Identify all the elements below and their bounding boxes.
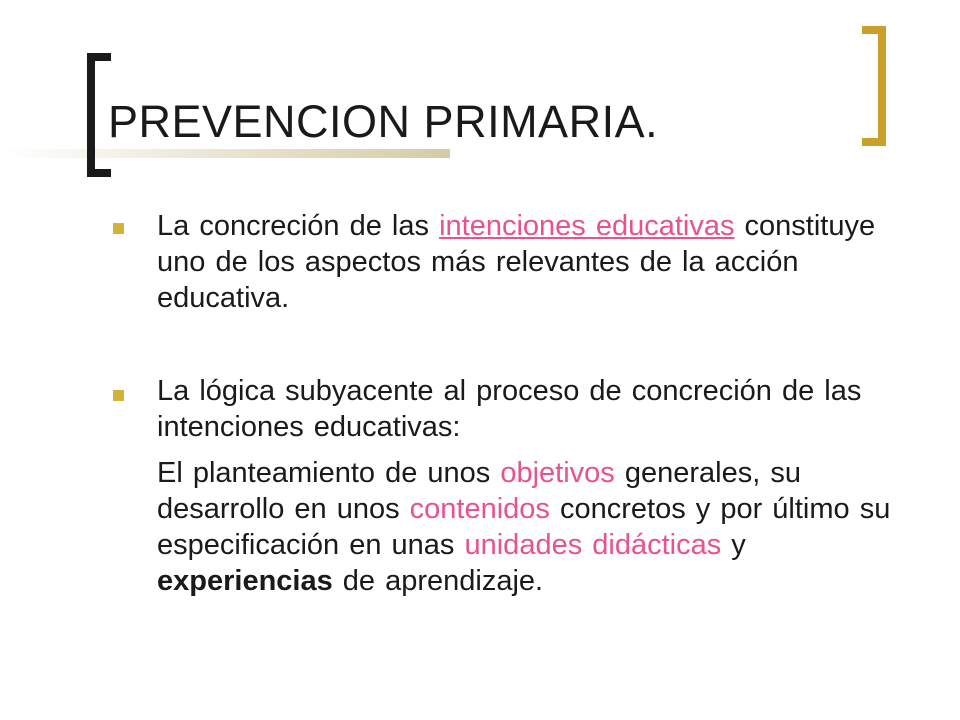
bullet-2: La lógica subyacente al proceso de concreción de las intenciones educativas: [157,375,862,443]
left-bracket-top [87,53,111,61]
slide-title: PREVENCION PRIMARIA. [108,96,659,147]
bullet-2-continuation [157,455,897,599]
left-bracket-bottom [87,169,111,177]
bold-experiencias: experiencias [157,565,333,597]
right-bracket-bottom [862,138,886,146]
highlight-unidades-didacticas: unidades didácticas [464,529,722,561]
bullet-1 [157,208,897,316]
right-bracket-top [862,26,886,34]
continuation-text: generales, su desarrollo en unos [157,457,801,525]
highlight-contenidos: contenidos [409,493,550,525]
continuation-text: de aprendizaje. [332,565,544,597]
left-bracket-decoration [87,53,95,177]
right-bracket-decoration [878,26,886,146]
bullet-1-text-after: constituye uno de los aspectos más relevantes de la acción educativa. [157,210,876,314]
continuation-text: concretos y por último su especificación en unas [157,493,891,561]
decorative-line [0,149,450,158]
highlight-objetivos: objetivos [500,457,615,489]
bullet-square-icon [113,390,124,401]
bullet-square-icon [113,223,124,234]
bullet-1-text-before: La concreción de las [157,210,440,242]
continuation-text: y [721,529,746,561]
continuation-text: El planteamiento de unos [157,457,501,489]
intenciones-educativas-link[interactable]: intenciones educativas [439,210,735,242]
